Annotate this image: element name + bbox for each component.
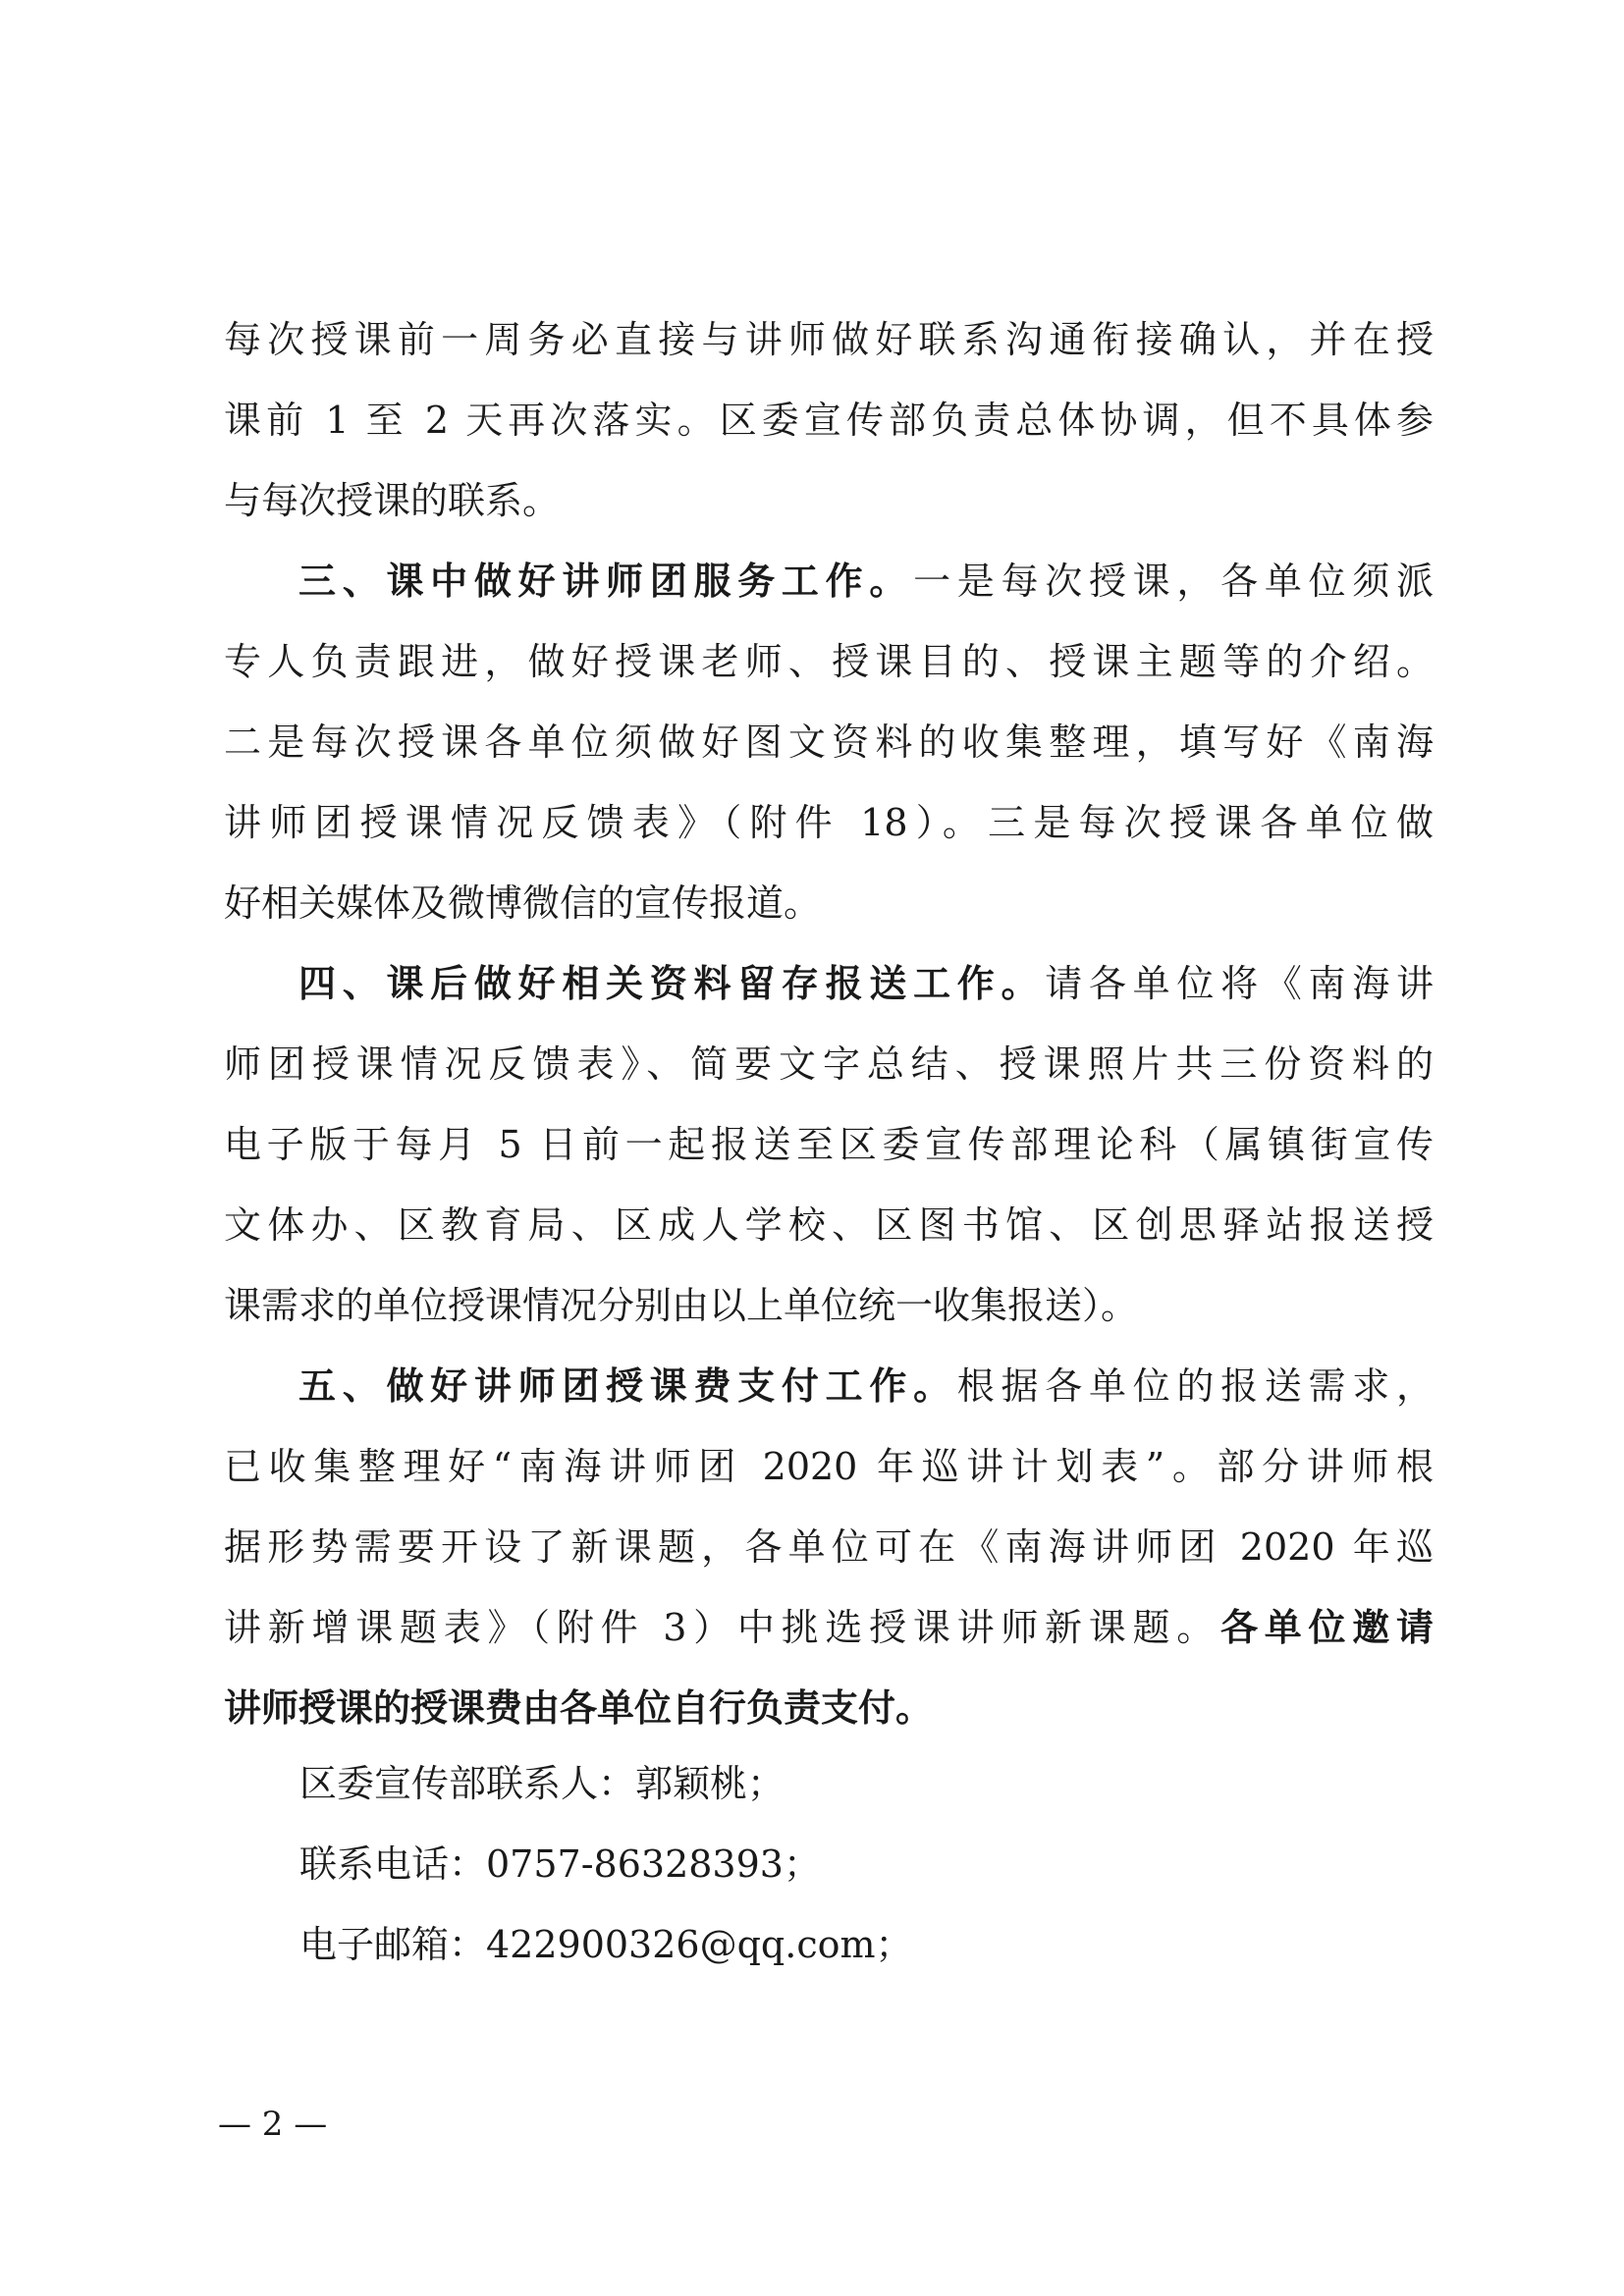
text-line: 课前 1 至 2 天再次落实。区委宣传部负责总体协调，但不具体参 bbox=[224, 399, 1434, 442]
paragraph-section-four bbox=[224, 943, 1434, 1346]
text-line: 已收集整理好“南海讲师团 2020 年巡讲计划表”。部分讲师根 bbox=[224, 1445, 1434, 1488]
text-line: 电子版于每月 5 日前一起报送至区委宣传部理论科（属镇街宣传 bbox=[224, 1123, 1434, 1166]
body-text bbox=[224, 299, 1434, 1748]
text-line bbox=[224, 1668, 1434, 1748]
text-line: 好相关媒体及微博微信的宣传报道。 bbox=[224, 881, 822, 925]
paragraph-section-three bbox=[224, 541, 1434, 943]
section-heading: 五、做好讲师团授课费支付工作。 bbox=[298, 1364, 957, 1408]
text-line: 课需求的单位授课情况分别由以上单位统一收集报送）。 bbox=[224, 1284, 1139, 1327]
paragraph-section-five bbox=[224, 1346, 1434, 1748]
contact-email: 电子邮箱：422900326@qq.com； bbox=[299, 1923, 913, 1966]
text-line: 讲师团授课情况反馈表》（附件 18）。三是每次授课各单位做 bbox=[224, 801, 1434, 844]
emphasis-text: 讲师授课的授课费由各单位自行负责支付。 bbox=[224, 1686, 934, 1730]
text-line: 据形势需要开设了新课题，各单位可在《南海讲师团 2020 年巡 bbox=[224, 1525, 1434, 1569]
text-line: 二是每次授课各单位须做好图文资料的收集整理，填写好《南海 bbox=[224, 721, 1434, 764]
section-heading: 四、课后做好相关资料留存报送工作。 bbox=[298, 962, 1046, 1005]
contact-phone: 联系电话：0757-86328393； bbox=[299, 1842, 821, 1886]
text-line: 师团授课情况反馈表》、简要文字总结、授课照片共三份资料的 bbox=[224, 1042, 1434, 1086]
page-number: — 2 — bbox=[218, 2105, 328, 2144]
paragraph-continuation bbox=[224, 299, 1434, 541]
section-heading: 三、课中做好讲师团服务工作。 bbox=[298, 560, 914, 603]
text-line: 讲新增课题表》（附件 3）中挑选授课讲师新课题。各单位邀请 bbox=[224, 1606, 1434, 1649]
contact-block bbox=[299, 1743, 1380, 1985]
text-line: 专人负责跟进，做好授课老师、授课目的、授课主题等的介绍。 bbox=[224, 640, 1434, 683]
text-line: 四、课后做好相关资料留存报送工作。请各单位将《南海讲 bbox=[298, 962, 1434, 1005]
contact-person: 区委宣传部联系人：郭颖桃； bbox=[299, 1762, 785, 1805]
text-line: 每次授课前一周务必直接与讲师做好联系沟通衔接确认，并在授 bbox=[224, 318, 1434, 361]
text-line: 文体办、区教育局、区成人学校、区图书馆、区创思驿站报送授 bbox=[224, 1203, 1434, 1247]
emphasis-text: 各单位邀请 bbox=[1220, 1606, 1434, 1649]
text-line: 三、课中做好讲师团服务工作。一是每次授课，各单位须派 bbox=[298, 560, 1434, 603]
text-line: 与每次授课的联系。 bbox=[224, 479, 561, 522]
text-line: 五、做好讲师团授课费支付工作。根据各单位的报送需求， bbox=[298, 1364, 1434, 1408]
